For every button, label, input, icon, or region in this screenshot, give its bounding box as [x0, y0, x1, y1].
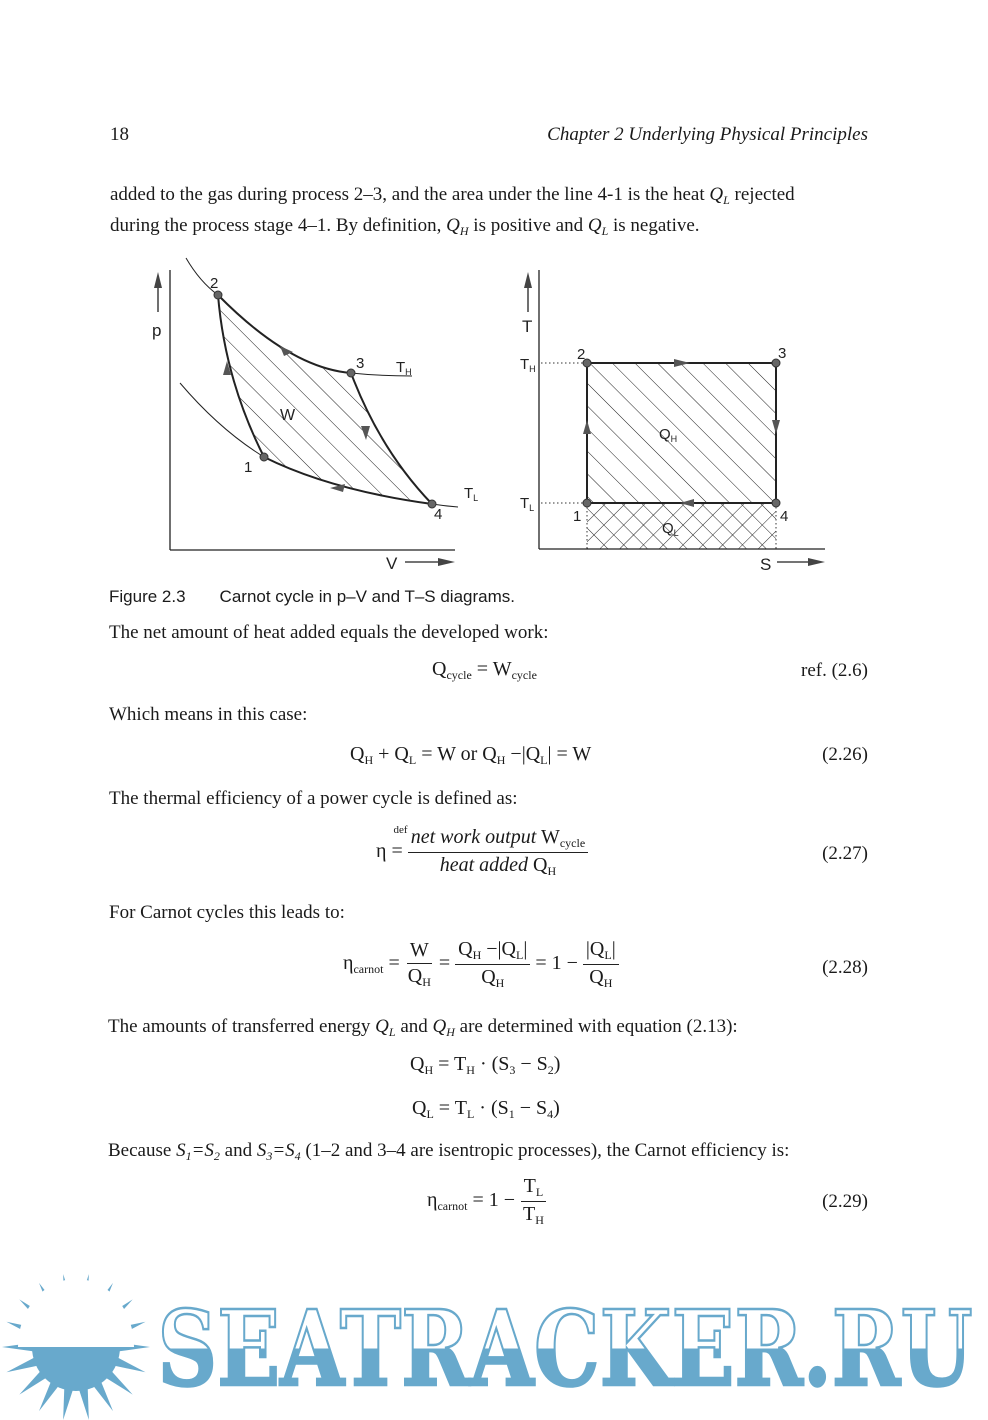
- ts-diagram: [520, 270, 825, 574]
- equation-number: (2.26): [822, 744, 868, 765]
- svg-text:1: 1: [244, 459, 253, 476]
- equation-number: (2.28): [822, 957, 868, 978]
- carnot-figure: [0, 0, 988, 590]
- p-arrow-icon: [154, 272, 162, 288]
- svg-text:2: 2: [210, 275, 219, 292]
- equation-2-29: $\eta_{carnot} = 1$ − $\frac{T_L}{T_H}$: [427, 1175, 547, 1228]
- paragraph: The net amount of heat added equals the developed work:: [109, 622, 549, 643]
- pv-diagram: [152, 258, 478, 573]
- equation-number: (2.27): [822, 843, 868, 864]
- paragraph: For Carnot cycles this leads to:: [109, 902, 345, 923]
- svg-text:QH: $Q_H$: [659, 426, 678, 444]
- svg-text:S: S: [760, 555, 772, 574]
- svg-text:4: 4: [780, 508, 789, 525]
- svg-text:T: T: [522, 317, 533, 336]
- svg-text:W: W: [280, 407, 296, 424]
- svg-text:p: p: [152, 321, 162, 340]
- v-arrow-icon: [438, 558, 455, 566]
- t-arrow-icon: [524, 272, 532, 288]
- seatracker-watermark: [0, 1270, 988, 1420]
- paragraph: The thermal efficiency of a power cycle is defined as:: [109, 788, 518, 809]
- running-header: Chapter 2 Underlying Physical Principles: [547, 124, 868, 145]
- s-arrow-icon: [808, 558, 825, 566]
- intro-paragraph: added to the gas during process 2–3, and the area under the line 4-1 is the heat $Q_L$ rejected during the process stage 4–1. By definition, $Q_H$ is positive and $Q_L$ is negative.: [110, 184, 795, 238]
- svg-text:3: 3: [778, 345, 787, 362]
- equation-number: (2.29): [822, 1191, 868, 1212]
- paragraph: The amounts of transferred energy $Q_L$ and $Q_H$ are determined with equation (2.13):: [108, 1016, 738, 1039]
- watermark-text: SEATRACKER.RU: [157, 1287, 973, 1410]
- equation-ref-2-6: $Q_{cycle} = W_{cycle}$: [432, 658, 537, 682]
- svg-text:TH: $T_H$: [520, 356, 536, 374]
- sun-logo-icon: [2, 1274, 150, 1420]
- svg-text:V: V: [386, 554, 398, 573]
- svg-text:3: 3: [356, 355, 365, 372]
- equation-ql: $Q_L = T_L \cdot (S_1 - S_4)$: [412, 1097, 560, 1121]
- equation-number: ref. (2.6): [801, 660, 868, 681]
- svg-text:2: 2: [577, 346, 586, 363]
- svg-text:1: 1: [573, 508, 582, 525]
- equation-2-26: $Q_H + Q_L = W$ or $Q_H -|Q_L| = W$: [350, 743, 592, 767]
- svg-text:QL: $Q_L$: [662, 520, 679, 538]
- paragraph: Because $S_1=S_2$ and $S_3=S_4$ (1–2 and 3–4 are isentropic processes), the Carnot efficiency is:: [108, 1140, 790, 1163]
- equation-2-27: η def = $\frac{net work output W_{cycle}}{heat added Q_H}$: [376, 826, 588, 879]
- equation-qh: $Q_H = T_H \cdot (S_3 - S_2)$: [410, 1053, 561, 1077]
- page-number: 18: [110, 124, 129, 145]
- svg-text:TL: $T_L$: [520, 495, 535, 513]
- svg-text:TH: $T_H$: [396, 359, 412, 377]
- svg-text:TL: $T_L$: [464, 485, 479, 503]
- figure-caption: Figure 2.3 Carnot cycle in p–V and T–S diagrams.: [109, 587, 515, 606]
- equation-2-28: $\eta_{carnot}$ = $\frac{W}{Q_H}$ = $\frac{Q_H -|Q_L|}{Q_H}$ = 1 − $\frac{|Q_L|}{Q_H}$: [343, 938, 619, 991]
- qh-area: [587, 363, 776, 503]
- paragraph: Which means in this case:: [109, 704, 308, 725]
- ql-area: [587, 503, 776, 549]
- svg-text:4: 4: [434, 506, 443, 523]
